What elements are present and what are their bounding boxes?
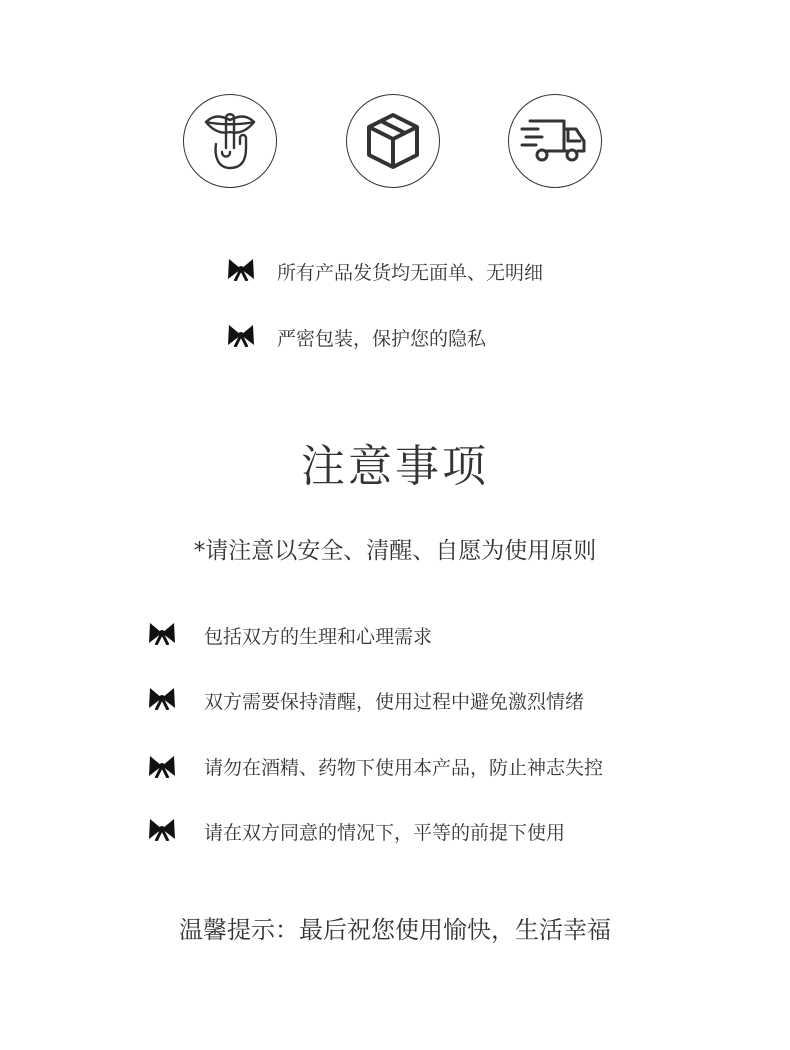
delivery-truck-icon <box>508 94 602 188</box>
secret-hush-icon <box>183 94 277 188</box>
notice-item-4: 请在双方同意的情况下，平等的前提下使用 <box>204 822 566 844</box>
bow-icon <box>227 323 255 347</box>
page-title: 注意事项 <box>301 441 489 492</box>
privacy-note-1: 所有产品发货均无面单、无明细 <box>277 262 544 284</box>
bow-icon <box>148 817 176 841</box>
bow-icon <box>148 621 176 645</box>
box-package-icon <box>346 94 440 188</box>
notice-item-3: 请勿在酒精、药物下使用本产品，防止神志失控 <box>204 757 604 779</box>
notice-item-2: 双方需要保持清醒，使用过程中避免激烈情绪 <box>204 691 585 713</box>
bow-icon <box>148 686 176 710</box>
bow-icon <box>227 257 255 281</box>
footer-tip: 温馨提示：最后祝您使用愉快，生活幸福 <box>179 916 611 944</box>
bow-icon <box>148 754 176 778</box>
notice-item-1: 包括双方的生理和心理需求 <box>204 626 433 648</box>
privacy-note-2: 严密包装，保护您的隐私 <box>277 328 487 350</box>
notice-subtitle: *请注意以安全、清醒、自愿为使用原则 <box>193 538 597 564</box>
